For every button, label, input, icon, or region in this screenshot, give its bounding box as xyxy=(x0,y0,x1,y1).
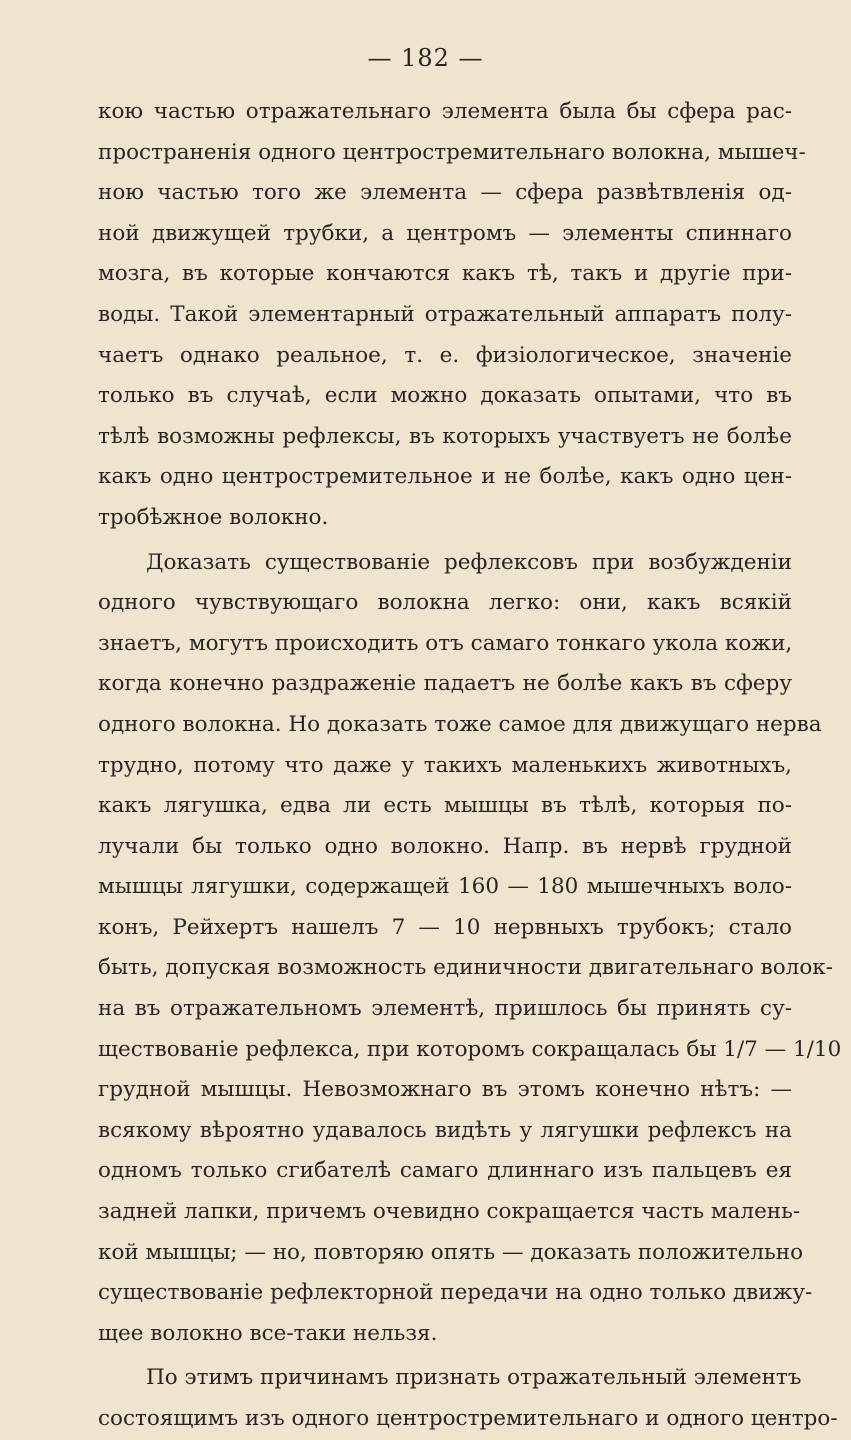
text-line: существованіе рефлекторной передачи на одно только движу- xyxy=(98,1280,813,1306)
text-line: одного волокна. Но доказать тоже самое для движущаго нерва xyxy=(98,711,822,737)
text-line: ною частью того же элемента — сфера развѣтвленія од- xyxy=(98,180,792,206)
text-line: тробѣжное волокно. xyxy=(98,504,329,530)
text-line: Доказать существованіе рефлексовъ при возбужденіи xyxy=(146,549,792,575)
text-line: ной движущей трубки, а центромъ — элементы спиннаго xyxy=(98,220,792,246)
text-line: одномъ только сгибателѣ самаго длиннаго изъ пальцевъ ея xyxy=(98,1158,792,1184)
text-line: задней лапки, причемъ очевидно сокращается часть малень- xyxy=(98,1199,801,1225)
text-line: состоящимъ изъ одного центростремительнаго и одного центро- xyxy=(98,1406,838,1431)
text-line: на въ отражательномъ элементѣ, пришлось бы принять су- xyxy=(98,996,792,1022)
text-line: чаетъ однако реальное, т. е. физіологическое, значеніе xyxy=(98,342,792,368)
text-line: мозга, въ которые кончаются какъ тѣ, такъ и другіе при- xyxy=(98,261,792,287)
text-line: лучали бы только одно волокно. Напр. въ нервѣ грудной xyxy=(98,833,792,859)
text-line: только въ случаѣ, если можно доказать опытами, что въ xyxy=(98,383,792,409)
text-line: мышцы лягушки, содержащей 160 — 180 мышечныхъ воло- xyxy=(98,874,792,900)
text-line: знаетъ, могутъ происходить отъ самаго тонкаго укола кожи, xyxy=(98,630,793,656)
text-line: одного чувствующаго волокна легко: они, какъ всякій xyxy=(98,590,792,616)
text-line: всякому вѣроятно удавалось видѣть у лягушки рефлексъ на xyxy=(98,1117,792,1143)
text-line: ществованіе рефлекса, при которомъ сокращалась бы 1/7 — 1/10 xyxy=(98,1036,842,1062)
text-line: тѣлѣ возможны рефлексы, въ которыхъ участвуетъ не болѣе xyxy=(98,423,792,449)
page-number: — 182 — xyxy=(367,44,484,72)
text-line: грудной мышцы. Невозможнаго въ этомъ конечно нѣтъ: — xyxy=(98,1077,792,1103)
text-line: щее волокно все-таки нельзя. xyxy=(98,1320,438,1346)
body-text xyxy=(98,92,842,1440)
text-line: воды. Такой элементарный отражательный аппаратъ полу- xyxy=(98,301,792,327)
text-line: кою частью отражательнаго элемента была бы сфера рас- xyxy=(98,99,792,124)
text-line: какъ одно центростремительное и не болѣе, какъ одно цен- xyxy=(98,464,792,490)
text-line: быть, допуская возможность единичности двигательнаго волок- xyxy=(98,955,833,981)
text-line: кой мышцы; — но, повторяю опять — доказать положительно xyxy=(98,1239,804,1265)
text-line: По этимъ причинамъ признать отражательный элементъ xyxy=(146,1365,802,1391)
text-line: трудно, потому что даже у такихъ маленькихъ животныхъ, xyxy=(98,752,792,778)
text-line: пространенія одного центростремительнаго волокна, мышеч- xyxy=(98,139,806,165)
text-line: конъ, Рейхертъ нашелъ 7 — 10 нервныхъ трубокъ; стало xyxy=(98,914,792,940)
text-line: когда конечно раздраженіе падаетъ не болѣе какъ въ сферу xyxy=(98,671,792,697)
text-line: какъ лягушка, едва ли есть мышцы въ тѣлѣ, которыя по- xyxy=(98,793,792,819)
